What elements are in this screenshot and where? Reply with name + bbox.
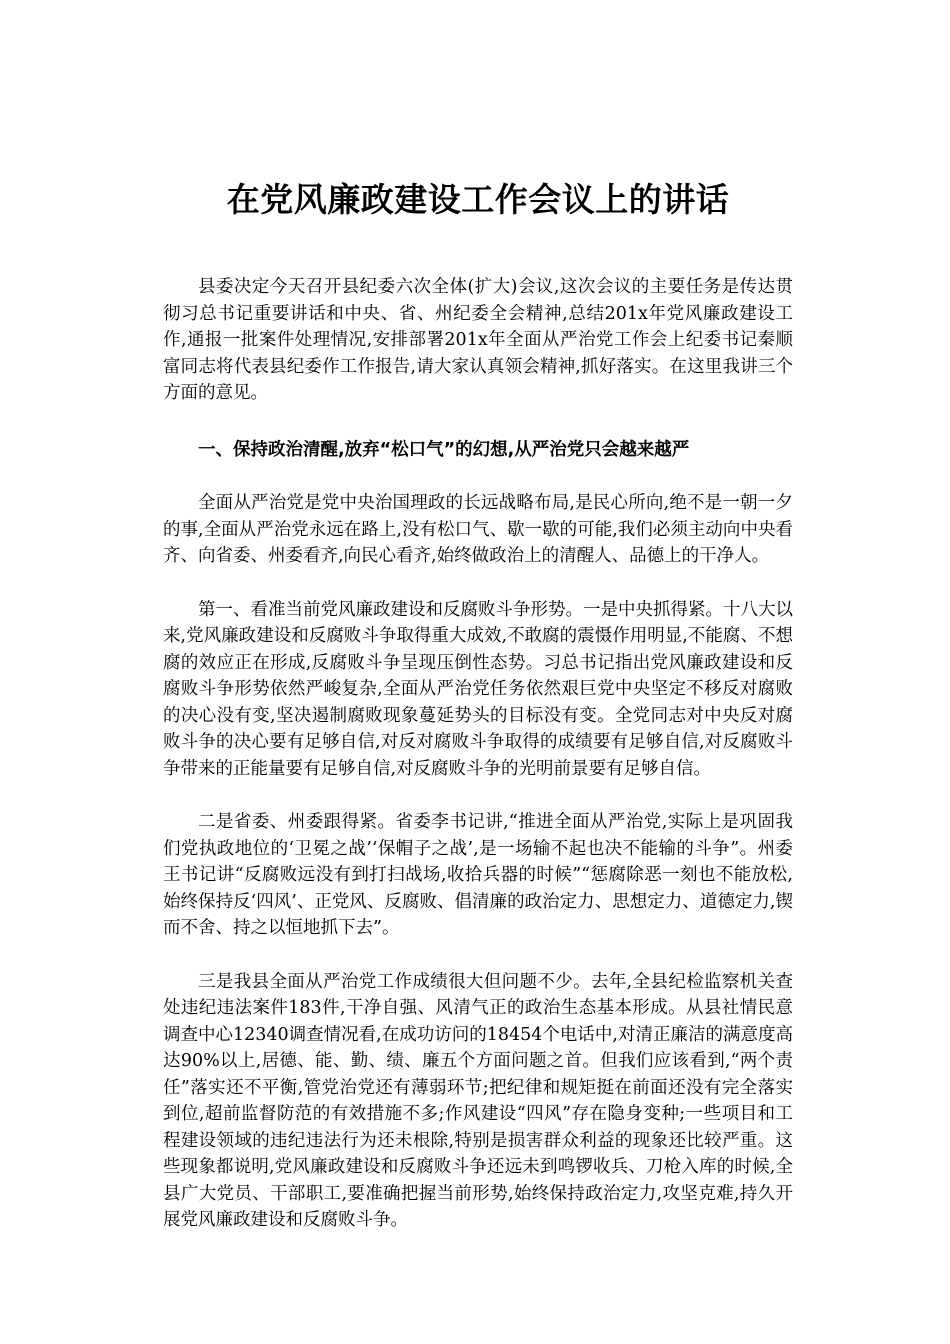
document-title: 在党风廉政建设工作会议上的讲话: [226, 180, 730, 219]
body-paragraph: 第一、看准当前党风廉政建设和反腐败斗争形势。一是中央抓得紧。十八大以来,党风廉政建设和反腐败斗争取得重大成效,不敢腐的震慑作用明显,不能腐、不想腐的效应正在形成,反腐败斗争呈现压倒性态势。习总书记指出党风廉政建设和反腐败斗争形势依然严峻复杂,全面从严治党任务依然艰巨党中央坚定不移反对腐败的决心没有变,坚决遏制腐败现象蔓延势头的目标没有变。全党同志对中央反对腐败斗争的决心要有足够自信,对反对腐败斗争取得的成绩要有足够自信,对反腐败斗争带来的正能量要有足够自信,对反腐败斗争的光明前景要有足够自信。: [163, 599, 793, 779]
document-page: [163, 178, 793, 1234]
body-paragraph: 二是省委、州委跟得紧。省委李书记讲,“推进全面从严治党,实际上是巩固我们党执政地位的‘卫冕之战’‘保帽子之战’,是一场输不起也决不能输的斗争”。州委王书记讲“反腐败远没有到打扫战场,收拾兵器的时候”“惩腐除恶一刻也不能放松,始终保持反‘四风’、正党风、反腐败、倡清廉的政治定力、思想定力、道德定力,锲而不舍、持之以恒地抓下去”。: [163, 812, 793, 938]
body-paragraph: 三是我县全面从严治党工作成绩很大但问题不少。去年,全县纪检监察机关查处违纪违法案件183件,干净自强、风清气正的政治生态基本形成。从县社情民意调查中心12340调查情况看,在成功访问的18454个电话中,对清正廉洁的满意度高达90%以上,居德、能、勤、绩、廉五个方面问题之首。但我们应该看到,“两个责任”落实还不平衡,管党治党还有薄弱环节;把纪律和规矩挺在前面还没有完全落实到位,超前监督防范的有效措施不多;作风建设“四风”存在隐身变种;一些项目和工程建设领域的违纪违法行为还未根除,特别是损害群众利益的现象还比较严重。这些现象都说明,党风廉政建设和反腐败斗争还远未到鸣锣收兵、刀枪入库的时候,全县广大党员、干部职工,要准确把握当前形势,始终保持政治定力,攻坚克难,持久开展党风廉政建设和反腐败斗争。: [163, 971, 793, 1230]
body-paragraph: 全面从严治党是党中央治国理政的长远战略布局,是民心所向,绝不是一朝一夕的事,全面从严治党永远在路上,没有松口气、歇一歇的可能,我们必须主动向中央看齐、向省委、州委看齐,向民心看齐,始终做政治上的清醒人、品德上的干净人。: [163, 493, 793, 566]
intro-paragraph: 县委决定今天召开县纪委六次全体(扩大)会议,这次会议的主要任务是传达贯彻习总书记重要讲话和中央、省、州纪委全会精神,总结201x年党风廉政建设工作,通报一批案件处理情况,安排部署201x年全面从严治党工作会上纪委书记秦顺富同志将代表县纪委作工作报告,请大家认真领会精神,抓好落实。在这里我讲三个方面的意见。: [163, 277, 793, 403]
section-heading: 一、保持政治清醒,放弃“松口气”的幻想,从严治党只会越来越严: [198, 439, 690, 460]
